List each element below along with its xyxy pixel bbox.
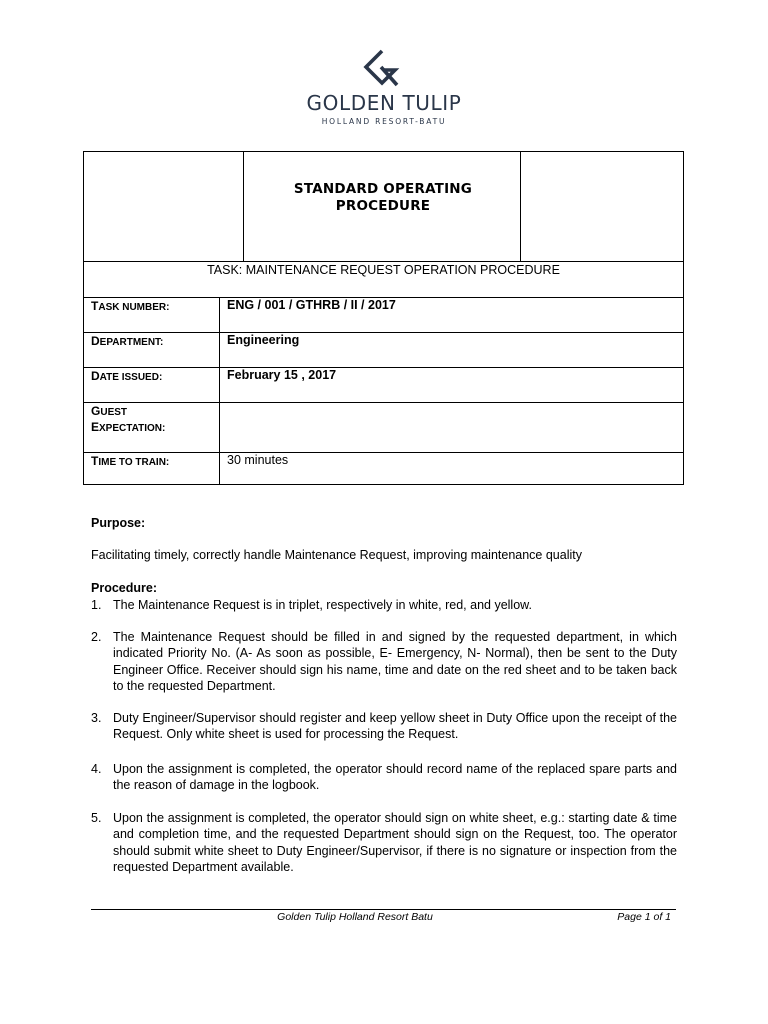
sop-info-table [83,151,684,485]
step-text: Duty Engineer/Supervisor should register and keep yellow sheet in Duty Office upon the receipt of the Request. Only white sheet is used for processing the Request. [113,711,677,742]
date-issued-value: February 15 , 2017 [227,368,337,382]
step-text: The Maintenance Request should be filled in and signed by the requested department, in which indicated Priority No. (A- As soon as possible, E- Emergency, N- Normal), then be sent to the Duty Engineer Office. Receiver should sign his name, time and date on the red sheet and to be taken back to the requested Department. [113,630,677,693]
step-text: Upon the assignment is completed, the operator should sign on white sheet, e.g.: starting date & time and completion time, and the requested Department should sign on the Request, too. The operator should submit white sheet to Duty Engineer/Supervisor, if there is no signature or inspection from the requested Department available. [113,811,677,874]
footer-rule [91,909,676,910]
step-number: 2. [91,630,102,644]
time-to-train-value: 30 minutes [227,453,289,467]
logo-subtitle: HOLLAND RESORT-BATU [321,117,447,126]
table-rule [84,402,683,403]
guest-expectation-label: GUEST EXPECTATION: [91,404,166,434]
purpose-text: Facilitating timely, correctly handle Maintenance Request, improving maintenance quality [91,548,582,562]
footer-company: Golden Tulip Holland Resort Batu [277,911,433,923]
table-rule [84,367,683,368]
table-rule [84,261,683,262]
procedure-heading: Procedure: [91,581,157,595]
step-text: Upon the assignment is completed, the operator should record name of the replaced spare parts and the reason of damage in the logbook. [113,762,677,793]
label-value-divider [219,297,220,485]
step-number: 4. [91,762,102,776]
date-issued-label: DATE ISSUED: [91,369,163,383]
task-number-label: TASK NUMBER: [91,299,170,313]
procedure-step [91,710,677,743]
step-text: The Maintenance Request is in triplet, respectively in white, red, and yellow. [113,598,532,612]
task-number-value: ENG / 001 / GTHRB / II / 2017 [227,298,396,312]
department-value: Engineering [227,333,300,347]
table-rule [84,452,683,453]
procedure-step [91,629,677,694]
task-title: TASK: MAINTENANCE REQUEST OPERATION PROCEDURE [207,263,560,277]
step-number: 5. [91,811,102,825]
golden-tulip-mark-icon [362,49,402,89]
company-logo [296,47,472,135]
sop-title: STANDARD OPERATING PROCEDURE [293,181,473,214]
step-number: 1. [91,598,102,612]
purpose-heading: Purpose: [91,516,146,530]
step-number: 3. [91,711,102,725]
page-number: Page 1 of 1 [617,911,671,923]
header-divider-left [243,152,244,261]
procedure-step [91,597,677,613]
department-label: DEPARTMENT: [91,334,164,348]
logo-brand-name: GOLDEN TULIP [306,91,462,115]
procedure-step [91,810,677,875]
table-rule [84,332,683,333]
procedure-step [91,761,677,794]
time-to-train-label: TIME TO TRAIN: [91,454,170,468]
